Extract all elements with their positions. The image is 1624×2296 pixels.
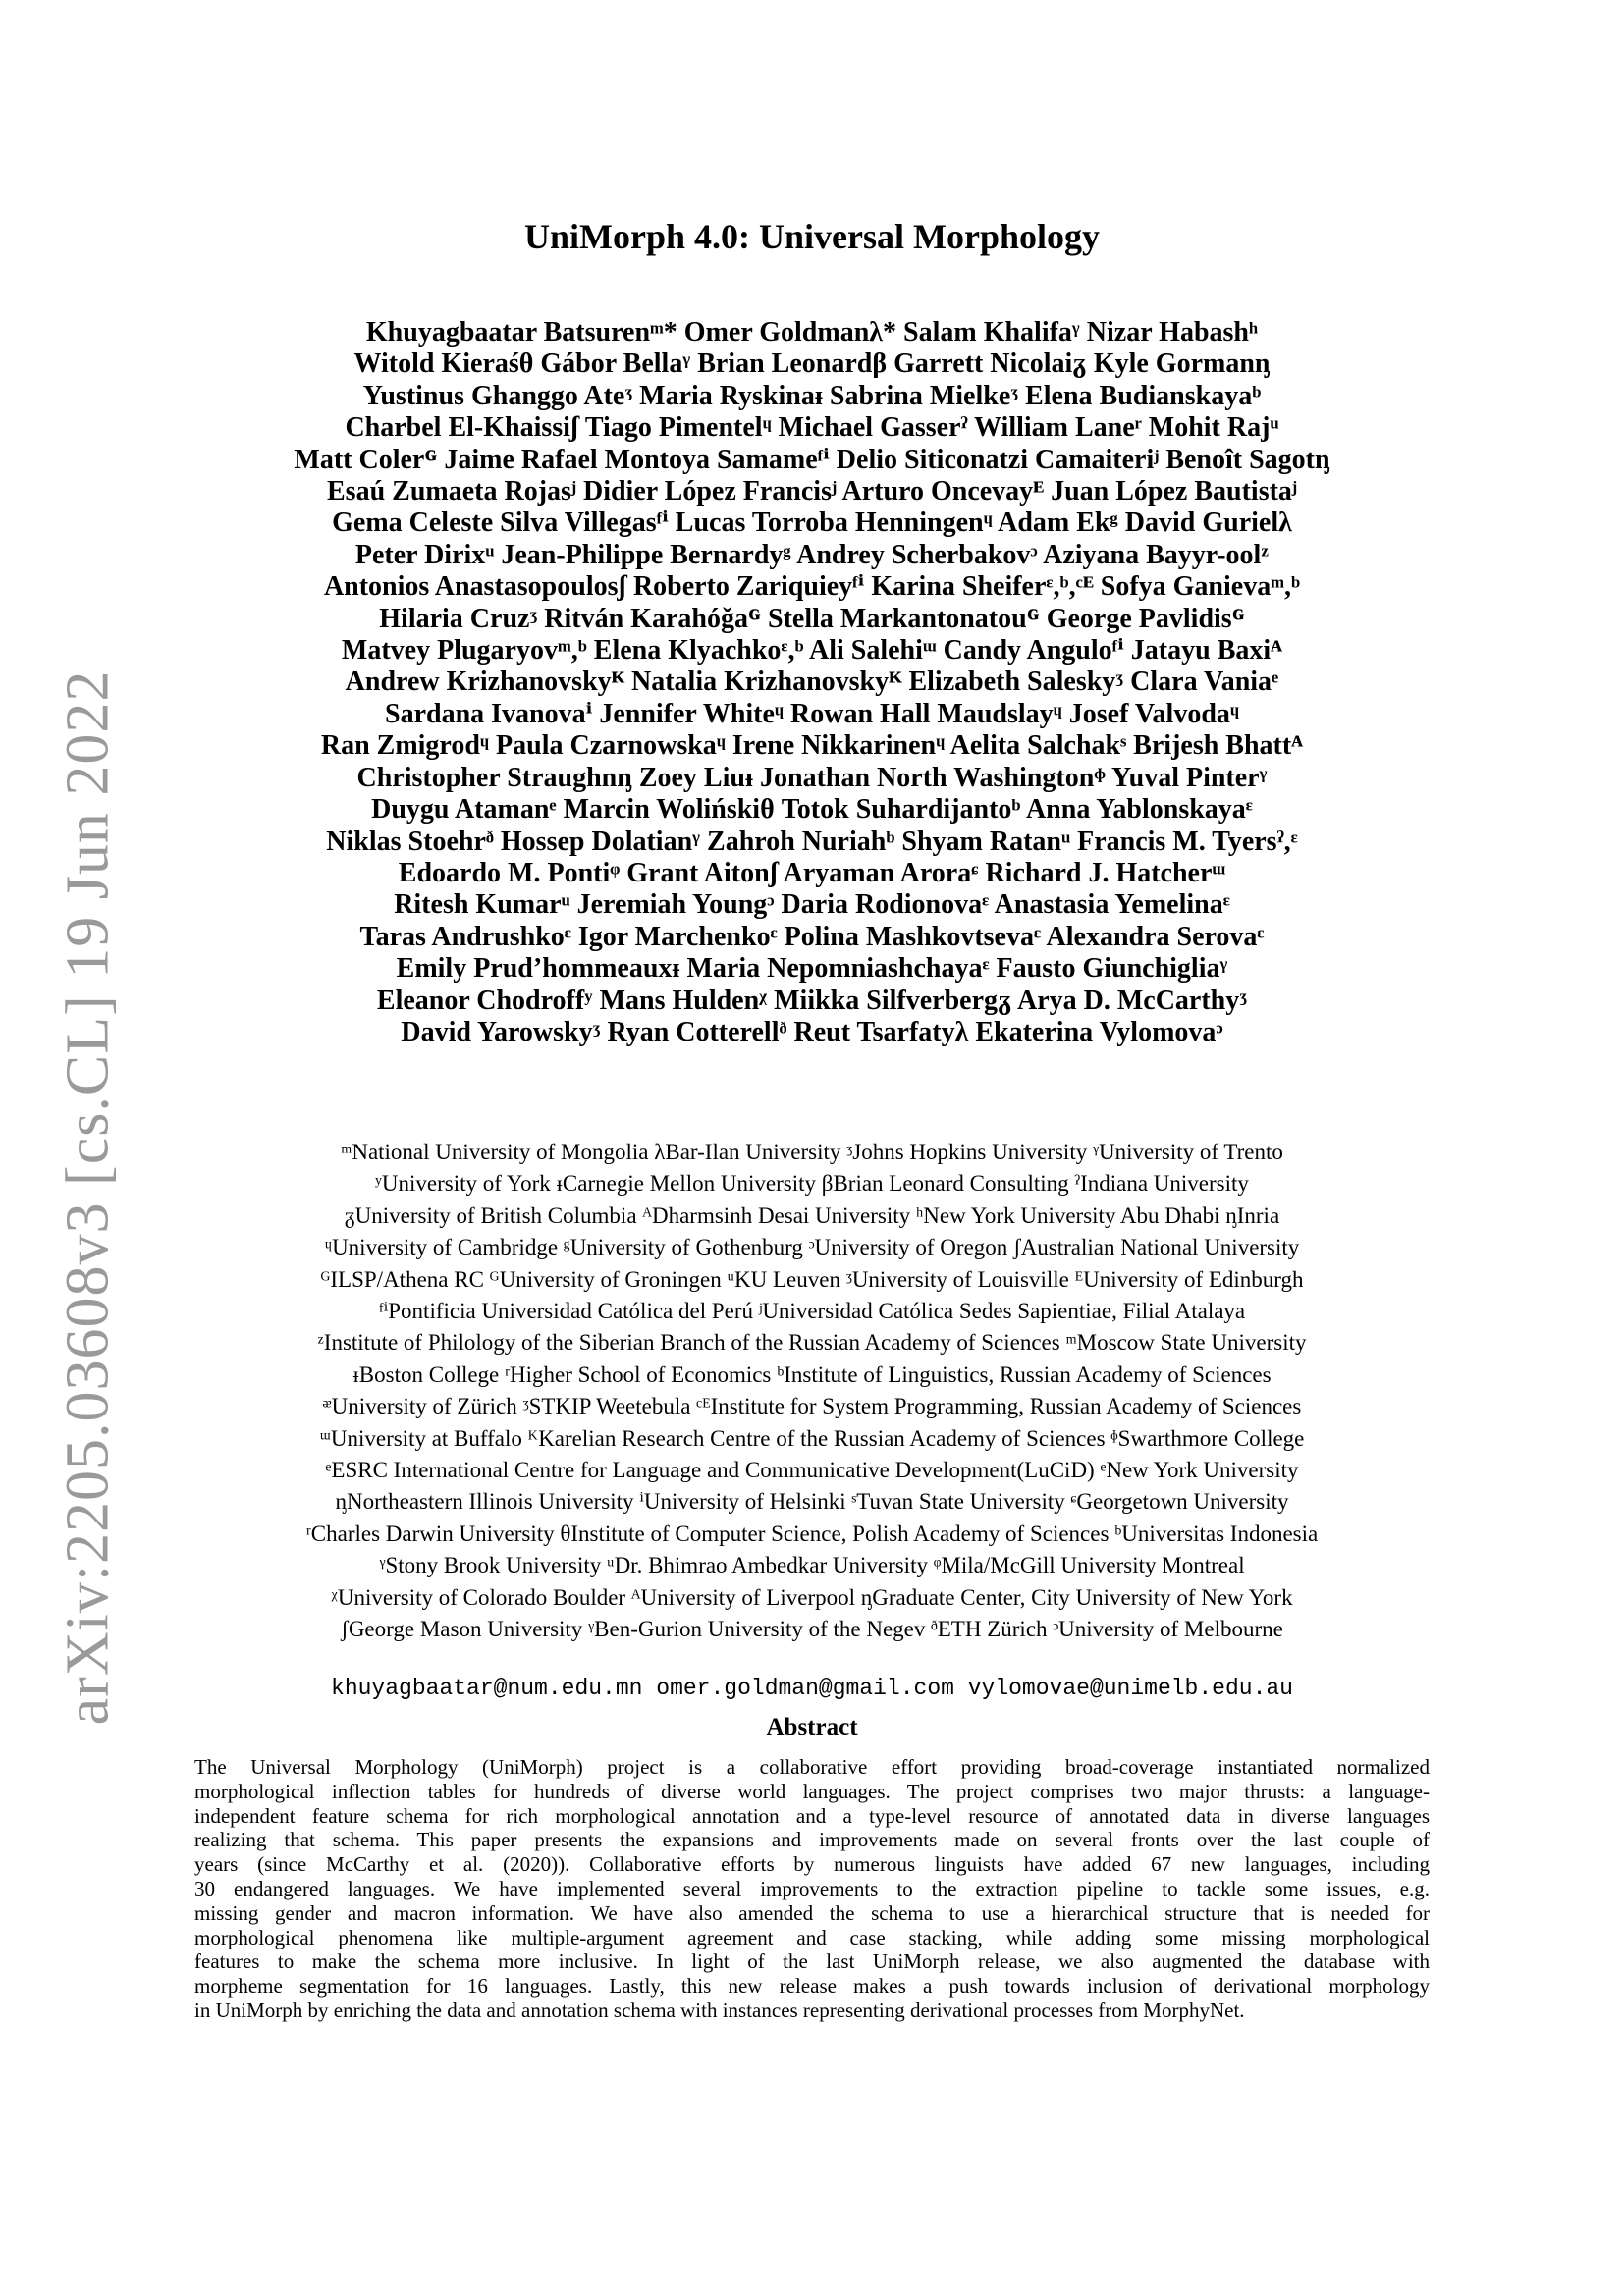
author-line: Peter Dirixᵘ Jean-Philippe Bernardyᵍ Andrey Scherbakovᵓ Aziyana Bayyr-oolᶻ — [354, 539, 1270, 570]
author-line: Eleanor Chodroffʸ Mans Huldenᵡ Miikka Silfverbergᵹ Arya D. McCarthyᶾ — [376, 985, 1248, 1016]
contact-emails: khuyagbaatar@num.edu.mn omer.goldman@gmail.com vylomovae@unimelb.edu.au — [331, 1676, 1293, 1701]
affiliation-line: ᵐNational University of Mongolia λBar-Ilan University ᶾJohns Hopkins University ᵞUniversity of Trento — [341, 1140, 1283, 1164]
abstract-line: years (since McCarthy et al. (2020)). Collaborative efforts by numerous linguists have added 67 new languages, including — [194, 1852, 1430, 1877]
author-line: Niklas Stoehrᶞ Hossep Dolatianᵞ Zahroh Nuriahᵇ Shyam Ratanᵘ Francis M. Tyersˀ,ᵋ — [326, 826, 1298, 857]
affiliation-line: ᶻInstitute of Philology of the Siberian Branch of the Russian Academy of Sciences ᵐMoscow State University — [317, 1330, 1307, 1356]
abstract-line: features to make the schema more inclusive. In light of the last UniMorph release, we also augmented the database with — [194, 1949, 1430, 1974]
arxiv-identifier: arXiv:2205.03608v3 [cs.CL] 19 Jun 2022 — [54, 669, 122, 1726]
author-line: Andrew Krizhanovskyᴷ Natalia Krizhanovskyᴷ Elizabeth Saleskyᶾ Clara Vaniaᵉ — [345, 667, 1279, 698]
affiliation-line: ᵆUniversity of Zürich ᶾSTKIP Weetebula ᶜᴱInstitute for System Programming, Russian Academy of Sciences — [322, 1394, 1302, 1419]
author-line: Esaú Zumaeta Rojasʲ Didier López Francisʲ Arturo Oncevayᴱ Juan López Bautistaʲ — [327, 476, 1297, 507]
author-line: Sardana Ivanovaⁱ Jennifer Whiteᶣ Rowan Hall Maudslayᶣ Josef Valvodaᶣ — [385, 698, 1239, 729]
affiliation-line: ᵹUniversity of British Columbia ᴬDharmsinh Desai University ʰNew York University Abu Dhabi ᶇInria — [344, 1202, 1280, 1228]
abstract-line: morpheme segmentation for 16 languages. Lastly, this new release makes a push towards inclusion of derivational morphology — [194, 1974, 1430, 1999]
author-line: Khuyagbaatar Batsurenᵐ* Omer Goldmanλ* Salam Khalifaᵞ Nizar Habashʰ — [365, 317, 1259, 347]
author-line: Witold Kieraśθ Gábor Bellaᵞ Brian Leonardβ Garrett Nicolaiᵹ Kyle Gormanᶇ — [353, 348, 1271, 380]
author-line: Gema Celeste Silva Villegasᶠⁱ Lucas Torroba Henningenᶣ Adam Ekᵍ David Gurielλ — [332, 507, 1292, 539]
author-line: Matt Colerᴳ Jaime Rafael Montoya Samameᶠⁱ Delio Siticonatzi Camaiteriʲ Benoît Sagotᶇ — [294, 444, 1330, 475]
affiliation-line: ʃGeorge Mason University ᵞBen-Gurion University of the Negev ᶞETH Zürich ᵓUniversity of Melbourne — [341, 1617, 1283, 1642]
affiliation-line: ᶣUniversity of Cambridge ᵍUniversity of Gothenburg ᵓUniversity of Oregon ʃAustralian National University — [324, 1235, 1300, 1260]
affiliation-line: ʳCharles Darwin University θInstitute of Computer Science, Polish Academy of Sciences ᵇUniversitas Indonesia — [305, 1521, 1319, 1546]
abstract-line: morphological phenomena like multiple-argument agreement and case stacking, while adding some missing morphological — [194, 1925, 1430, 1949]
affiliation-line: ᶠⁱPontificia Universidad Católica del Perú ʲUniversidad Católica Sedes Sapientiae, Filial Atalaya — [378, 1299, 1246, 1324]
affiliation-line: ᵞStony Brook University ᵘDr. Bhimrao Ambedkar University ᵠMila/McGill University Montreal — [379, 1553, 1245, 1578]
affiliation-line: ᵡUniversity of Colorado Boulder ᴬUniversity of Liverpool ᶇGraduate Center, City University of New York — [331, 1584, 1293, 1610]
abstract-line: in UniMorph by enriching the data and annotation schema with instances representing derivational processes from MorphyNet. — [194, 1998, 1245, 2022]
affiliation-line: ᶇNortheastern Illinois University ⁱUniversity of Helsinki ˢTuvan State University ᶝGeorgetown University — [335, 1489, 1289, 1515]
affiliation-line: ᵻBoston College ʳHigher School of Economics ᵇInstitute of Linguistics, Russian Academy of Sciences — [352, 1362, 1272, 1387]
author-line: Edoardo M. Pontiᵠ Grant Aitonʃ Aryaman Aroraᶝ Richard J. Hatcherᵚ — [398, 857, 1226, 888]
author-line: Hilaria Cruzᶾ Ritván Karahóǧaᴳ Stella Markantonatouᴳ George Pavlidisᴳ — [379, 603, 1245, 634]
author-line: Charbel El-Khaissiʃ Tiago Pimentelᶣ Michael Gasserˀ William Laneʳ Mohit Rajᵘ — [345, 412, 1279, 444]
abstract-line: 30 endangered languages. We have implemented several improvements to the extraction pipeline to tackle some issues, e.g. — [194, 1876, 1430, 1900]
author-line: Emily Prud’hommeauxᵻ Maria Nepomniashchayaᵋ Fausto Giunchigliaᵞ — [396, 953, 1228, 985]
author-line: Ritesh Kumarᵘ Jeremiah Youngᵓ Daria Rodionovaᵋ Anastasia Yemelinaᵋ — [394, 889, 1230, 921]
author-line: Christopher Straughnᶇ Zoey Liuᵻ Jonathan North Washingtonᶲ Yuval Pinterᵞ — [356, 762, 1268, 793]
author-line: Matvey Plugaryovᵐ,ᵇ Elena Klyachkoᵋ,ᵇ Ali Salehiᵚ Candy Anguloᶠⁱ Jatayu Baxiᴬ — [341, 635, 1283, 667]
abstract-line: realizing that schema. This paper presents the expansions and improvements made on several fronts over the last couple of — [194, 1828, 1430, 1852]
abstract-line: The Universal Morphology (UniMorph) project is a collaborative effort providing broad-coverage instantiated normalized — [194, 1755, 1430, 1779]
paper-title: UniMorph 4.0: Universal Morphology — [523, 217, 1100, 256]
abstract-line: independent feature schema for rich morphological annotation and a type-level resource of annotated data in diverse languages — [194, 1803, 1430, 1828]
author-line: Yustinus Ghanggo Ateᶾ Maria Ryskinaᵻ Sabrina Mielkeᶾ Elena Budianskayaᵇ — [362, 380, 1262, 411]
abstract-heading: Abstract — [766, 1714, 858, 1740]
author-line: Ran Zmigrodᶣ Paula Czarnowskaᶣ Irene Nikkarinenᶣ Aelita Salchakˢ Brijesh Bhattᴬ — [320, 730, 1304, 762]
author-line: David Yarowskyᶾ Ryan Cotterellᶞ Reut Tsarfatyλ Ekaterina Vylomovaᵓ — [401, 1016, 1223, 1047]
affiliation-line: ᵉESRC International Centre for Language and Communicative Development(LuCiD) ᵉNew York University — [325, 1458, 1299, 1483]
affiliation-line: ᵚUniversity at Buffalo ᴷKarelian Research Centre of the Russian Academy of Sciences ᶲSwarthmore College — [319, 1425, 1305, 1451]
abstract-body — [194, 1755, 1430, 2023]
affiliation-line: ʸUniversity of York ᵻCarnegie Mellon University βBrian Leonard Consulting ˀIndiana University — [375, 1171, 1249, 1197]
author-line: Antonios Anastasopoulosʃ Roberto Zariquieyᶠⁱ Karina Sheiferᵋ,ᵇ,ᶜᴱ Sofya Ganievaᵐ,ᵇ — [323, 571, 1301, 603]
affiliation-line: ᴳILSP/Athena RC ᴳUniversity of Groningen ᵘKU Leuven ᶾUniversity of Louisville ᴱUniversity of Edinburgh — [320, 1266, 1304, 1292]
affiliation-list — [157, 1137, 1467, 1646]
abstract-line: morphological inflection tables for hundreds of diverse world languages. The project comprises two major thrusts: a language- — [194, 1779, 1430, 1803]
author-list — [196, 317, 1428, 1048]
author-line: Taras Andrushkoᵋ Igor Marchenkoᵋ Polina Mashkovtsevaᵋ Alexandra Serovaᵋ — [359, 921, 1265, 952]
arxiv-side-stamp — [20, 669, 157, 1726]
author-line: Duygu Atamanᵉ Marcin Wolińskiθ Totok Suhardijantoᵇ Anna Yablonskayaᵋ — [371, 794, 1253, 826]
abstract-line: missing gender and macron information. We have also amended the schema to use a hierarchical structure that is needed for — [194, 1900, 1430, 1925]
